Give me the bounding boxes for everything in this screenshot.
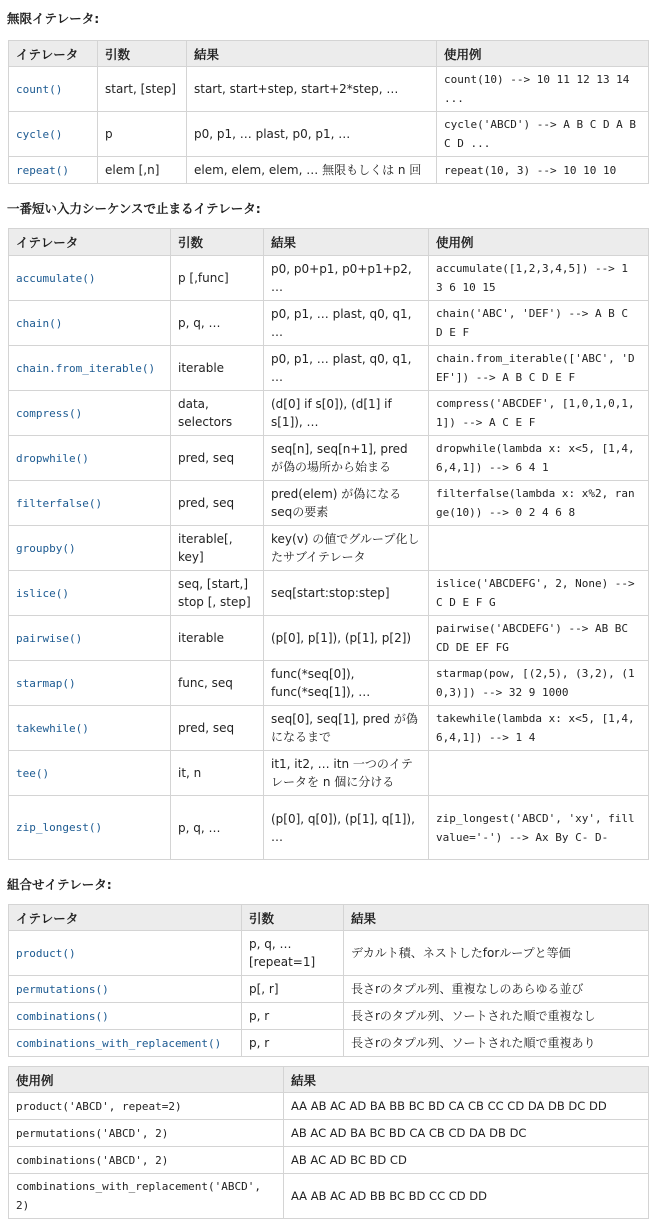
- example-code: chain('ABC', 'DEF') --> A B C D E F: [436, 307, 629, 339]
- column-header: 使用例: [9, 1067, 284, 1093]
- result-cell: p0, p1, … plast, q0, q1, …: [264, 346, 429, 391]
- result-cell: 長さrのタプル列、ソートされた順で重複あり: [344, 1030, 649, 1057]
- table-row: [9, 67, 649, 112]
- column-header: 引数: [98, 41, 187, 67]
- example-code: permutations('ABCD', 2): [16, 1126, 169, 1140]
- example-code: product('ABCD', repeat=2): [16, 1099, 182, 1113]
- result-cell: pred(elem) が偽になるseqの要素: [264, 481, 429, 526]
- result-cell: p0, p1, … plast, q0, q1, …: [264, 301, 429, 346]
- table-row: [9, 157, 649, 184]
- args-cell: iterable: [171, 346, 264, 391]
- args-cell: p [,func]: [171, 256, 264, 301]
- iterator-link-product[interactable]: product(): [16, 946, 76, 960]
- args-cell: p[, r]: [242, 976, 344, 1003]
- table-row: [9, 571, 649, 616]
- iterator-link-cycle[interactable]: cycle(): [16, 127, 63, 141]
- column-header: イテレータ: [9, 905, 242, 931]
- iterator-link-repeat[interactable]: repeat(): [16, 163, 69, 177]
- example-code: starmap(pow, [(2,5), (3,2), (10,3)]) --> 32 9 1000: [436, 667, 635, 699]
- iterator-link-permutations[interactable]: permutations(): [16, 982, 109, 996]
- result-cell: 長さrのタプル列、重複なしのあらゆる並び: [344, 976, 649, 1003]
- example-code: repeat(10, 3) --> 10 10 10: [444, 163, 617, 177]
- iterator-link-tee[interactable]: tee(): [16, 766, 50, 780]
- example-result: AA AB AC AD BA BB BC BD CA CB CC CD DA DB DC DD: [284, 1093, 649, 1120]
- column-header: イテレータ: [9, 229, 171, 256]
- example-code: takewhile(lambda x: x<5, [1,4,6,4,1]) --> 1 4: [436, 712, 635, 744]
- table-row: [9, 1120, 649, 1147]
- table-row: [9, 1030, 649, 1057]
- args-cell: func, seq: [171, 661, 264, 706]
- table-row: [9, 1147, 649, 1174]
- table-row: [9, 346, 649, 391]
- column-header: 引数: [171, 229, 264, 256]
- table-header-row: [9, 229, 649, 256]
- result-cell: elem, elem, elem, … 無限もしくは n 回: [187, 157, 437, 184]
- result-cell: seq[n], seq[n+1], pred が偽の場所から始まる: [264, 436, 429, 481]
- table-row: [9, 256, 649, 301]
- iterator-link-takewhile[interactable]: takewhile(): [16, 721, 89, 735]
- iterator-link-dropwhile[interactable]: dropwhile(): [16, 451, 89, 465]
- column-header: 引数: [242, 905, 344, 931]
- table-row: [9, 436, 649, 481]
- iterator-link-filterfalse[interactable]: filterfalse(): [16, 496, 103, 510]
- example-code: combinations('ABCD', 2): [16, 1153, 169, 1167]
- column-header: 使用例: [429, 229, 649, 256]
- example-code: combinations_with_replacement('ABCD', 2): [16, 1180, 262, 1212]
- example-code: zip_longest('ABCD', 'xy', fillvalue='-') --> Ax By C- D-: [436, 811, 635, 844]
- result-cell: 長さrのタプル列、ソートされた順で重複なし: [344, 1003, 649, 1030]
- args-cell: p, q, … [repeat=1]: [242, 931, 344, 976]
- args-cell: p, r: [242, 1003, 344, 1030]
- example-code: cycle('ABCD') --> A B C D A B C D ...: [444, 118, 637, 150]
- combinatoric-iterators-table: [8, 904, 649, 1057]
- result-cell: p0, p0+p1, p0+p1+p2, …: [264, 256, 429, 301]
- column-header: 結果: [187, 41, 437, 67]
- table-header-row: [9, 41, 649, 67]
- result-cell: seq[start:stop:step]: [264, 571, 429, 616]
- column-header: 結果: [284, 1067, 649, 1093]
- example-code: compress('ABCDEF', [1,0,1,0,1,1]) --> A C E F: [436, 397, 635, 429]
- iterator-link-chain[interactable]: chain(): [16, 316, 63, 330]
- table-row: [9, 706, 649, 751]
- table-row: [9, 1003, 649, 1030]
- iterator-link-pairwise[interactable]: pairwise(): [16, 631, 83, 645]
- result-cell: key(v) の値でグループ化したサブイテレータ: [264, 526, 429, 571]
- iterator-link-combinations[interactable]: combinations(): [16, 1009, 109, 1023]
- example-code: islice('ABCDEFG', 2, None) --> C D E F G: [436, 577, 635, 609]
- section-heading-combinatoric: 組合せイテレータ:: [7, 877, 112, 892]
- iterator-link-compress[interactable]: compress(): [16, 406, 83, 420]
- table-row: [9, 1093, 649, 1120]
- combinatoric-examples-table: [8, 1066, 649, 1219]
- result-cell: (p[0], q[0]), (p[1], q[1]), …: [264, 796, 429, 860]
- table-row: [9, 616, 649, 661]
- table-row: [9, 301, 649, 346]
- example-result: AB AC AD BA BC BD CA CB CD DA DB DC: [284, 1120, 649, 1147]
- iterator-link-combinations-with-replacement[interactable]: combinations_with_replacement(): [16, 1036, 222, 1050]
- result-cell: it1, it2, … itn 一つのイテレータを n 個に分ける: [264, 751, 429, 796]
- section-heading-shortest: 一番短い入力シーケンスで止まるイテレータ:: [7, 201, 261, 216]
- args-cell: data, selectors: [171, 391, 264, 436]
- example-code: dropwhile(lambda x: x<5, [1,4,6,4,1]) --> 6 4 1: [436, 442, 635, 474]
- iterator-link-chain-from-iterable[interactable]: chain.from_iterable(): [16, 361, 156, 375]
- result-cell: start, start+step, start+2*step, …: [187, 67, 437, 112]
- args-cell: pred, seq: [171, 706, 264, 751]
- column-header: 結果: [264, 229, 429, 256]
- example-code: accumulate([1,2,3,4,5]) --> 1 3 6 10 15: [436, 262, 629, 294]
- table-row: [9, 976, 649, 1003]
- table-row: [9, 481, 649, 526]
- result-cell: seq[0], seq[1], pred が偽になるまで: [264, 706, 429, 751]
- result-cell: (p[0], p[1]), (p[1], p[2]): [264, 616, 429, 661]
- args-cell: p, q, …: [171, 301, 264, 346]
- column-header: イテレータ: [9, 41, 98, 67]
- result-cell: (d[0] if s[0]), (d[1] if s[1]), …: [264, 391, 429, 436]
- example-code: filterfalse(lambda x: x%2, range(10)) --> 0 2 4 6 8: [436, 487, 635, 519]
- table-row: [9, 931, 649, 976]
- table-row: [9, 391, 649, 436]
- column-header: 使用例: [437, 41, 649, 67]
- args-cell: p, q, …: [171, 796, 264, 860]
- args-cell: seq, [start,] stop [, step]: [171, 571, 264, 616]
- result-cell: デカルト積、ネストしたforループと等価: [344, 931, 649, 976]
- iterator-link-starmap[interactable]: starmap(): [16, 676, 76, 690]
- table-header-row: [9, 1067, 649, 1093]
- table-row: [9, 526, 649, 571]
- section-heading-infinite: 無限イテレータ:: [7, 11, 100, 26]
- example-result: AA AB AC AD BB BC BD CC CD DD: [284, 1174, 649, 1219]
- table-row: [9, 661, 649, 706]
- args-cell: pred, seq: [171, 436, 264, 481]
- result-cell: func(*seq[0]), func(*seq[1]), …: [264, 661, 429, 706]
- iterator-link-islice[interactable]: islice(): [16, 586, 69, 600]
- example-code: pairwise('ABCDEFG') --> AB BC CD DE EF FG: [436, 622, 629, 654]
- args-cell: iterable[, key]: [171, 526, 264, 571]
- args-cell: pred, seq: [171, 481, 264, 526]
- shortest-input-iterators-table: [8, 228, 649, 860]
- table-header-row: [9, 905, 649, 931]
- result-cell: p0, p1, … plast, p0, p1, …: [187, 112, 437, 157]
- args-cell: iterable: [171, 616, 264, 661]
- iterator-link-count[interactable]: count(): [16, 82, 63, 96]
- table-row: [9, 751, 649, 796]
- example-code: count(10) --> 10 11 12 13 14 ...: [444, 73, 630, 105]
- iterator-link-groupby[interactable]: groupby(): [16, 541, 76, 555]
- args-cell: p, r: [242, 1030, 344, 1057]
- args-cell: p: [98, 112, 187, 157]
- column-header: 結果: [344, 905, 649, 931]
- args-cell: start, [step]: [98, 67, 187, 112]
- table-row: [9, 796, 649, 860]
- example-code: chain.from_iterable(['ABC', 'DEF']) --> A B C D E F: [436, 352, 635, 384]
- table-row: [9, 112, 649, 157]
- table-row: [9, 1174, 649, 1219]
- iterator-link-accumulate[interactable]: accumulate(): [16, 271, 96, 285]
- example-result: AB AC AD BC BD CD: [284, 1147, 649, 1174]
- args-cell: elem [,n]: [98, 157, 187, 184]
- infinite-iterators-table: [8, 40, 649, 184]
- iterator-link-zip-longest[interactable]: zip_longest(): [16, 821, 103, 834]
- args-cell: it, n: [171, 751, 264, 796]
